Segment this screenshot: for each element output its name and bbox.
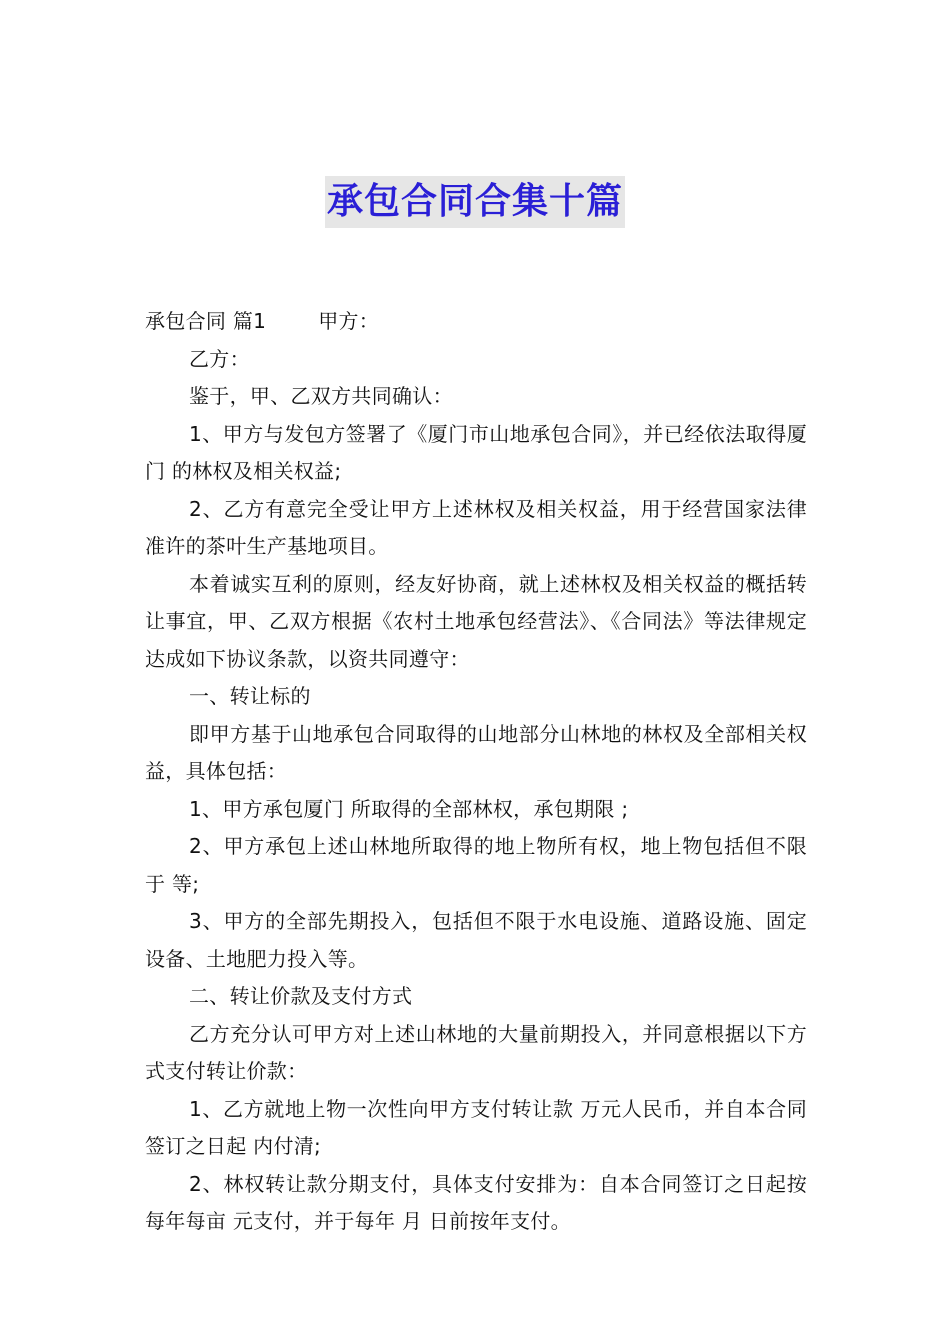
paragraph: 一、转让标的 xyxy=(189,684,311,708)
party-a-label: 甲方： xyxy=(318,309,380,333)
paragraph: 1、甲方与发包方签署了《厦门市山地承包合同》，并已经依法取得厦门 的林权及相关权益; xyxy=(145,421,807,483)
paragraph: 二、转让价款及支付方式 xyxy=(189,984,413,1008)
paragraph: 乙方充分认可甲方对上述山林地的大量前期投入，并同意根据以下方式支付转让价款： xyxy=(145,1021,807,1083)
paragraph: 3、甲方的全部先期投入，包括但不限于水电设施、道路设施、固定设备、土地肥力投入等。 xyxy=(145,909,807,971)
document-title: 承包合同合集十篇 xyxy=(325,176,625,228)
document-body xyxy=(145,303,807,1241)
paragraph: 1、乙方就地上物一次性向甲方支付转让款 万元人民币，并自本合同签订之日起 内付清; xyxy=(145,1096,807,1158)
paragraph: 2、乙方有意完全受让甲方上述林权及相关权益，用于经营国家法律准许的茶叶生产基地项目。 xyxy=(145,496,807,558)
paragraph: 本着诚实互利的原则，经友好协商，就上述林权及相关权益的概括转让事宜，甲、乙双方根据《农村土地承包经营法》、《合同法》等法律规定达成如下协议条款，以资共同遵守： xyxy=(145,571,807,671)
section-heading-line xyxy=(145,303,807,341)
section-heading: 承包合同 篇1 xyxy=(145,309,267,333)
paragraph: 2、林权转让款分期支付，具体支付安排为：自本合同签订之日起按每年每亩 元支付，并于每年 月 日前按年支付。 xyxy=(145,1171,807,1233)
paragraph: 2、甲方承包上述山林地所取得的地上物所有权，地上物包括但不限于 等; xyxy=(145,834,807,896)
title-container xyxy=(0,176,950,228)
paragraph: 即甲方基于山地承包合同取得的山地部分山林地的林权及全部相关权益，具体包括： xyxy=(145,721,807,783)
paragraph: 乙方： xyxy=(189,346,250,371)
paragraph: 1、甲方承包厦门 所取得的全部林权，承包期限 ; xyxy=(189,796,629,821)
paragraph: 鉴于，甲、乙双方共同确认： xyxy=(189,384,453,408)
